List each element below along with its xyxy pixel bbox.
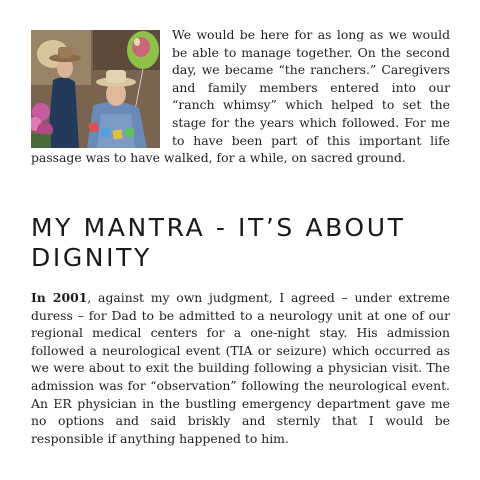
intro-text: We would be here for as long as we would be able to manage together. On the second day, we became “the ranchers.” Caregivers and family members entered into our “ranch whimsy” which helped to set the stage for the years which followed. For me to have been part of this important life passage was to have walked, for a while, on sacred ground. <box>31 27 450 166</box>
body-paragraph <box>31 289 450 447</box>
photo-float-spacer <box>31 26 172 148</box>
heading-line-2: DIGNITY <box>31 243 152 272</box>
body-lead-year: In 2001 <box>31 290 88 305</box>
heading-line-1: MY MANTRA - IT’S ABOUT <box>31 213 406 242</box>
intro-paragraph <box>31 26 450 167</box>
body-text: , against my own judgment, I agreed – under extreme duress – for Dad to be admitted to a neurology unit at one of our regional medical centers for a one-night stay. His admission followed a neurological event (TIA or seizure) which occurred as we were about to exit the building following a physician visit. The admission was for “observation” following the neurological event. An ER physician in the bustling emergency department gave me no options and said briskly and sternly that I would be responsible if anything happened to him. <box>31 290 450 446</box>
section-heading <box>31 213 461 273</box>
